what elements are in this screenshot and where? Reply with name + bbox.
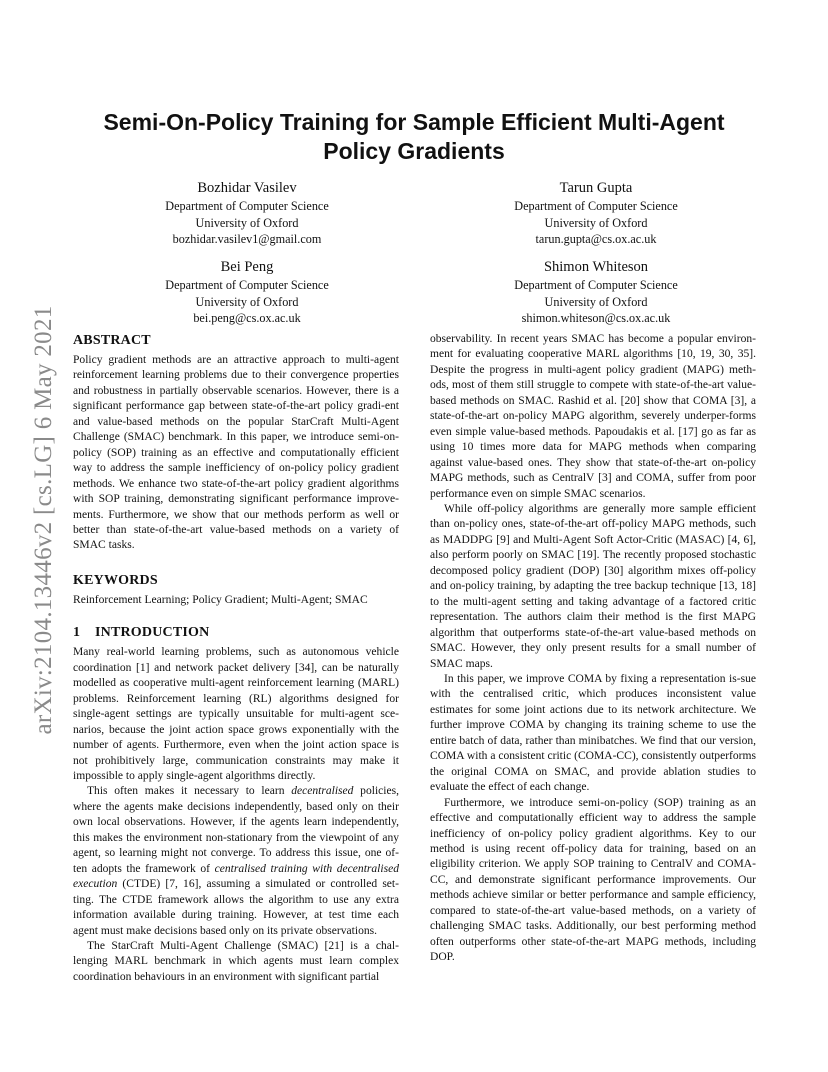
author-department: Department of Computer Science bbox=[514, 199, 678, 213]
author-name: Bozhidar Vasilev bbox=[197, 180, 297, 196]
intro-paragraph: Many real-world learning problems, such as autonomous vehicle coordination [1] and network packet delivery [34], can be naturally modelled as cooperative multi-agent reinforcement learning (MARL) problems. Reinforcement learning (RL) algorithms designed for single-agent settings are typically unsuitable for multi-agent sce-narios, because the joint action space grows exponentially with the number of agents. Furthermore, even when the joint action space is not prohibitively large, communication constraints may make it impossible to apply single-agent algorithms directly. bbox=[73, 646, 399, 782]
author-name: Tarun Gupta bbox=[559, 180, 633, 196]
author-name: Shimon Whiteson bbox=[543, 259, 649, 275]
arxiv-identifier: arXiv:2104.13446v2 [cs.LG] 6 May 2021 bbox=[30, 305, 57, 735]
intro-paragraph: The StarCraft Multi-Agent Challenge (SMAC) [21] is a chal-lenging MARL benchmark in which agents must learn complex coordination behaviours in an environment with significant partial bbox=[73, 939, 399, 983]
author-department: Department of Computer Science bbox=[165, 199, 329, 213]
author-name: Bei Peng bbox=[220, 259, 274, 275]
emphasis-text: decentralised bbox=[291, 785, 354, 798]
emphasis-text: centralised training with decentralised execution bbox=[73, 862, 399, 891]
author-email: tarun.gupta@cs.ox.ac.uk bbox=[535, 232, 657, 246]
author-department: Department of Computer Science bbox=[165, 278, 329, 292]
author-email: bei.peng@cs.ox.ac.uk bbox=[193, 311, 301, 325]
author-email: bozhidar.vasilev1@gmail.com bbox=[172, 232, 322, 246]
author-university: University of Oxford bbox=[544, 215, 648, 230]
author-university: University of Oxford bbox=[195, 215, 299, 230]
author-block bbox=[446, 178, 746, 248]
author-university: University of Oxford bbox=[544, 294, 648, 309]
abstract-text: Policy gradient methods are an attractive approach to multi-agent reinforcement learning problems due to their convergence properties and robustness in partially observable scenarios. However, there is a significant performance gap between state-of-the-art policy gradi-ent and value-based methods on the popular StarCraft Multi-Agent Challenge (SMAC) benchmark. In this paper, we introduce semi-on-policy (SOP) training as an effective and computationally efficient way to address the sample inefficiency of on-policy policy gradient methods. We enhance two state-of-the-art policy gradient algorithms with SOP training, demonstrating significant performance improve-ments. Furthermore, we show that our methods perform as well or better than state-of-the-art value-based methods on a variety of SMAC tasks. bbox=[73, 354, 399, 552]
intro-paragraph: Furthermore, we introduce semi-on-policy (SOP) training as an effective and computationally efficient way to address the sample inefficiency of on-policy policy gradient algorithms. Key to our method is using recent off-policy data for training, based on an eligibility criterion. We apply SOP training to CentralV and COMA-CC, and demonstrate significant performance improvements. Our methods achieve similar or better performance and sample efficiency, compared to state-of-the-art value-based methods, on a variety of challenging SMAC tasks. Additionally, our best performing method often outperforms other state-of-the-art MAPG methods, including DOP. bbox=[430, 796, 756, 964]
keywords-text: Reinforcement Learning; Policy Gradient; Multi-Agent; SMAC bbox=[73, 593, 368, 606]
intro-paragraph: This often makes it necessary to learn decentralised policies, where the agents make decisions independently, based only on their own local observations. However, if the agents learn independently, this makes the environment non-stationary from the viewpoint of any agent, so learning might not converge. To address this issue, one of-ten adopts the framework of centralised training with decentralised execution (CTDE) [7, 16], assuming a simulated or controlled set-ting. The CTDE framework allows the algorithm to use any extra information available during training. However, at test time each agent must make decisions based only on its private observations. bbox=[73, 785, 399, 937]
author-block bbox=[446, 257, 746, 327]
intro-paragraph: In this paper, we improve COMA by fixing a representation is-sue with the centralised critic, which produces inconsistent value estimates for some joint actions due to its network architecture. We further improve COMA by changing its training scheme to use the entire batch of data, rather than minibatches. We find that our version, COMA with a consistent critic (COMA-CC), consistently outperforms the original COMA on SMAC, and provide ablation studies to evaluate the effect of each change. bbox=[430, 672, 756, 794]
author-block bbox=[97, 178, 397, 248]
right-column bbox=[430, 332, 756, 966]
section-title: INTRODUCTION bbox=[95, 625, 210, 641]
intro-paragraph: While off-policy algorithms are generally more sample efficient than on-policy ones, state-of-the-art off-policy MAPG methods, such as MADDPG [9] and Multi-Agent Soft Actor-Critic (MASAC) [4, 6], also perform poorly on SMAC [19]. The recently proposed stochastic decomposed policy gradient (DOP) [30] algorithm mixes off-policy and on-policy training, by adapting the tree backup technique [13, 18] to the multi-agent setting and taking advantage of a factored critic representation. The authors claim their method is the first MAPG algorithm that outperforms state-of-the-art value-based methods on SMAC. However, they only present results for a small number of SMAC maps. bbox=[430, 502, 756, 670]
author-email: shimon.whiteson@cs.ox.ac.uk bbox=[521, 311, 671, 325]
introduction-heading bbox=[73, 624, 399, 642]
author-department: Department of Computer Science bbox=[514, 278, 678, 292]
abstract-heading: ABSTRACT bbox=[73, 333, 151, 348]
paper-title: Semi-On-Policy Training for Sample Efficient Multi-Agent Policy Gradients bbox=[103, 109, 725, 164]
intro-paragraph-continued: observability. In recent years SMAC has become a popular environ-ment for evaluating cooperative MARL algorithms [10, 19, 30, 35]. Despite the progress in multi-agent policy gradient (MAPG) meth-ods, most of them still struggle to compete with state-of-the-art value-based methods on SMAC. Rashid et al. [20] show that COMA [3], a state-of-the-art on-policy MAPG algorithm, severely underper-forms even simple value-based methods. Papoudakis et al. [17] go as far as using 10 times more data for MAPG methods when comparing against value-based ones. They show that state-of-the-art on-policy MAPG methods, such as CentralV [3] and COMA, suffer from poor performance even on simple SMAC scenarios. bbox=[430, 333, 756, 500]
left-column bbox=[73, 332, 399, 985]
author-block bbox=[97, 257, 397, 327]
keywords-heading: KEYWORDS bbox=[73, 572, 158, 588]
section-number: 1 bbox=[73, 625, 81, 641]
author-university: University of Oxford bbox=[195, 294, 299, 309]
